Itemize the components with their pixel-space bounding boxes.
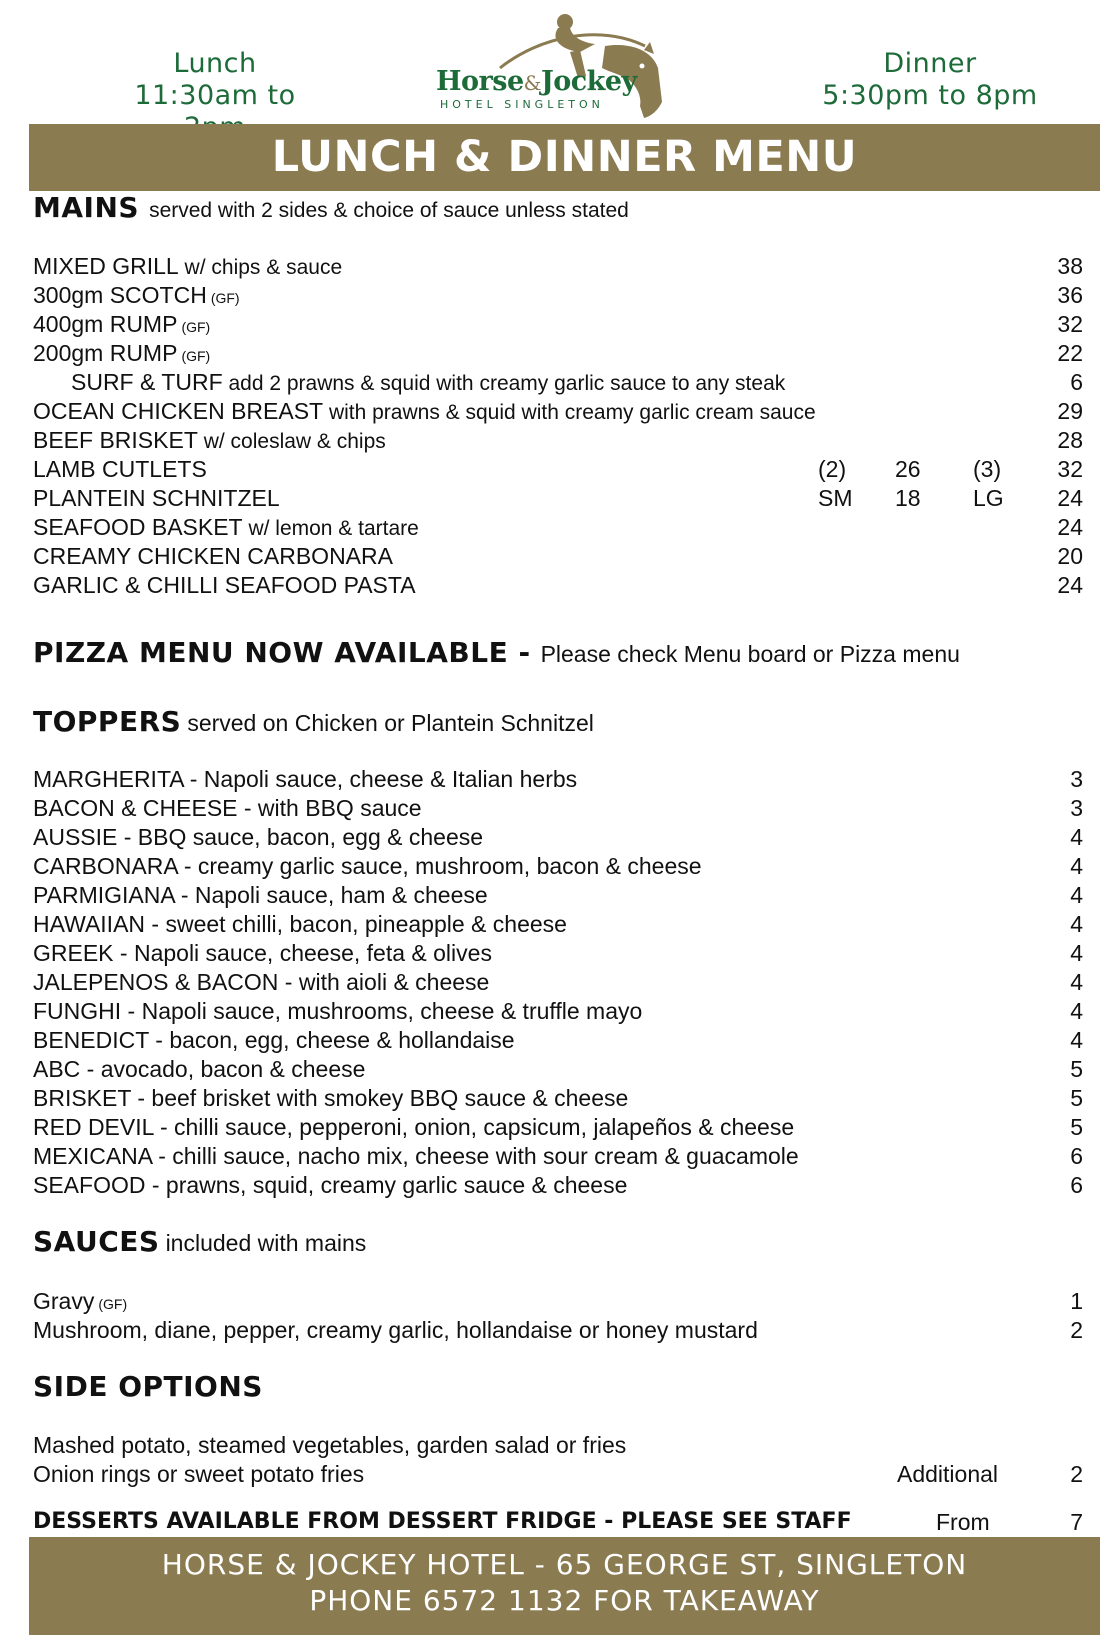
menu-item [33,252,1083,281]
item-desc: w/ chips & sauce [178,256,343,279]
sauces-title: SAUCES [33,1225,160,1258]
sauce-price: 2 [1070,1317,1083,1343]
topper-text: JALEPENOS & BACON - with aioli & cheese [33,969,490,995]
topper-text: RED DEVIL - chilli sauce, pepperoni, onion, capsicum, jalapeños & cheese [33,1114,795,1140]
topper-item [33,1055,1083,1084]
topper-price: 3 [1070,795,1083,821]
brand-name [436,66,637,97]
item-price: 32 [1057,311,1083,337]
topper-item [33,881,1083,910]
topper-item [33,1084,1083,1113]
footer-phone: PHONE 6572 1132 FOR TAKEAWAY [309,1584,820,1617]
menu-item [33,426,1083,455]
item-name [33,281,240,313]
desserts-notice [33,1507,1083,1537]
item-price: 29 [1057,398,1083,424]
page-footer [29,1537,1100,1635]
item-name [33,339,210,371]
menu-item [33,368,1083,397]
item-title: OCEAN CHICKEN BREAST [33,398,324,424]
desserts-text: DESSERTS AVAILABLE FROM DESSERT FRIDGE - PLEASE SEE STAFF [33,1509,852,1534]
item-name [33,310,210,342]
pizza-notice [33,636,960,669]
gf-badge: (GF) [181,319,211,335]
item-title: 400gm RUMP [33,311,178,337]
topper-text: CARBONARA - creamy garlic sauce, mushroom, bacon & cheese [33,853,702,879]
item-title: SURF & TURF [71,369,223,395]
side-item [33,1431,1083,1460]
size-option-large: LG [973,485,1004,511]
item-title: 200gm RUMP [33,340,178,366]
item-price: 38 [1057,253,1083,279]
brand-word-horse: Horse [436,66,524,97]
dinner-hours [820,48,1040,112]
desserts-from-label: From [936,1509,990,1535]
topper-item [33,823,1083,852]
brand-ampersand: & [523,71,541,95]
topper-text: MEXICANA - chilli sauce, nacho mix, cheese with sour cream & guacamole [33,1143,799,1169]
item-name: LAMB CUTLETS [33,456,207,482]
toppers-title: TOPPERS [33,705,182,738]
topper-text: PARMIGIANA - Napoli sauce, ham & cheese [33,882,488,908]
menu-item [33,281,1083,310]
sauce-price: 1 [1070,1288,1083,1314]
gf-badge: (GF) [210,290,240,306]
pizza-note: Please check Menu board or Pizza menu [540,641,960,667]
sauces-note: included with mains [165,1230,367,1256]
size-option-small-price: 26 [895,456,921,482]
item-price: 32 [1057,456,1083,482]
dinner-label: Dinner [883,48,977,79]
item-name [33,426,386,456]
page-header [0,0,1117,124]
topper-item [33,794,1083,823]
topper-item [33,968,1083,997]
topper-text: MARGHERITA - Napoli sauce, cheese & Italian herbs [33,766,578,792]
menu-item [33,542,1083,571]
item-name [33,252,342,282]
menu-item [33,513,1083,542]
toppers-note: served on Chicken or Plantein Schnitzel [187,710,594,736]
topper-text: BRISKET - beef brisket with smokey BBQ sauce & cheese [33,1085,629,1111]
side-text: Onion rings or sweet potato fries [33,1461,365,1487]
additional-price: 2 [1070,1461,1083,1487]
brand-word-jockey: Jockey [540,66,637,97]
item-desc: w/ lemon & tartare [242,517,419,540]
item-title: MIXED GRILL [33,253,179,279]
item-price: 24 [1057,514,1083,540]
desserts-price: 7 [1070,1509,1083,1535]
topper-price: 4 [1070,940,1083,966]
menu-item [33,455,1083,484]
topper-text: BENEDICT - bacon, egg, cheese & hollandaise [33,1027,515,1053]
lunch-time: 11:30am to [134,80,296,111]
topper-price: 4 [1070,853,1083,879]
gf-badge: (GF) [181,348,211,364]
lunch-label: Lunch [173,48,257,79]
topper-price: 6 [1070,1143,1083,1169]
topper-item [33,997,1083,1026]
menu-item [33,310,1083,339]
item-title: SEAFOOD BASKET [33,514,243,540]
size-option-small: SM [818,485,853,511]
brand-subtitle: HOTEL SINGLETON [440,98,604,111]
topper-price: 4 [1070,824,1083,850]
mains-title: MAINS [33,191,140,224]
item-price: 28 [1057,427,1083,453]
pizza-title: PIZZA MENU NOW AVAILABLE - [33,636,531,669]
item-name [33,397,816,427]
topper-item [33,939,1083,968]
menu-title: LUNCH & DINNER MENU [29,124,1100,191]
item-title: 300gm SCOTCH [33,282,207,308]
dinner-time: 5:30pm to 8pm [822,80,1038,111]
size-option-large: (3) [973,456,1002,482]
item-name: PLANTEIN SCHNITZEL [33,485,280,511]
sides-title: SIDE OPTIONS [33,1370,263,1403]
toppers-heading [33,705,594,738]
topper-text: GREEK - Napoli sauce, cheese, feta & olives [33,940,492,966]
topper-item [33,910,1083,939]
gf-badge: (GF) [98,1296,128,1312]
topper-price: 5 [1070,1114,1083,1140]
item-name [71,368,785,398]
topper-price: 4 [1070,882,1083,908]
topper-text: FUNGHI - Napoli sauce, mushrooms, cheese & truffle mayo [33,998,643,1024]
item-title: BEEF BRISKET [33,427,198,453]
topper-item [33,1026,1083,1055]
hotel-logo [430,6,700,124]
sauce-text: Gravy [33,1288,95,1314]
sauce-item [33,1316,1083,1345]
item-price: 20 [1057,543,1083,569]
mains-note: served with 2 sides & choice of sauce unless stated [149,199,629,222]
topper-text: BACON & CHEESE - with BBQ sauce [33,795,422,821]
item-desc: with prawns & squid with creamy garlic cream sauce [323,401,816,424]
topper-price: 3 [1070,766,1083,792]
menu-item [33,484,1083,513]
mains-heading [33,191,629,224]
menu-item [33,397,1083,426]
topper-price: 4 [1070,911,1083,937]
topper-price: 4 [1070,969,1083,995]
topper-price: 6 [1070,1172,1083,1198]
item-desc: add 2 prawns & squid with creamy garlic sauce to any steak [222,372,786,395]
additional-label: Additional [897,1461,999,1487]
sauce-name [33,1287,127,1319]
item-price: 6 [1070,369,1083,395]
item-desc: w/ coleslaw & chips [197,430,386,453]
topper-price: 5 [1070,1056,1083,1082]
size-option-small-price: 18 [895,485,921,511]
item-price: 24 [1057,485,1083,511]
sauces-heading [33,1225,366,1258]
side-item [33,1460,1083,1489]
menu-item [33,571,1083,600]
topper-text: HAWAIIAN - sweet chilli, bacon, pineapple & cheese [33,911,567,937]
topper-item [33,765,1083,794]
topper-text: ABC - avocado, bacon & cheese [33,1056,366,1082]
topper-item [33,1113,1083,1142]
footer-address: HORSE & JOCKEY HOTEL - 65 GEORGE ST, SINGLETON [161,1548,968,1581]
item-price: 36 [1057,282,1083,308]
sauce-name: Mushroom, diane, pepper, creamy garlic, hollandaise or honey mustard [33,1317,758,1343]
item-price: 24 [1057,572,1083,598]
sauce-item [33,1287,1083,1316]
item-name: GARLIC & CHILLI SEAFOOD PASTA [33,572,416,598]
topper-price: 5 [1070,1085,1083,1111]
topper-text: AUSSIE - BBQ sauce, bacon, egg & cheese [33,824,484,850]
item-price: 22 [1057,340,1083,366]
side-text: Mashed potato, steamed vegetables, garden salad or fries [33,1432,627,1458]
size-option-small: (2) [818,456,847,482]
topper-item [33,1171,1083,1200]
item-name [33,513,419,543]
item-name: CREAMY CHICKEN CARBONARA [33,543,393,569]
topper-price: 4 [1070,998,1083,1024]
topper-item [33,852,1083,881]
topper-price: 4 [1070,1027,1083,1053]
sides-heading [33,1370,263,1403]
topper-text: SEAFOOD - prawns, squid, creamy garlic sauce & cheese [33,1172,628,1198]
topper-item [33,1142,1083,1171]
menu-item [33,339,1083,368]
